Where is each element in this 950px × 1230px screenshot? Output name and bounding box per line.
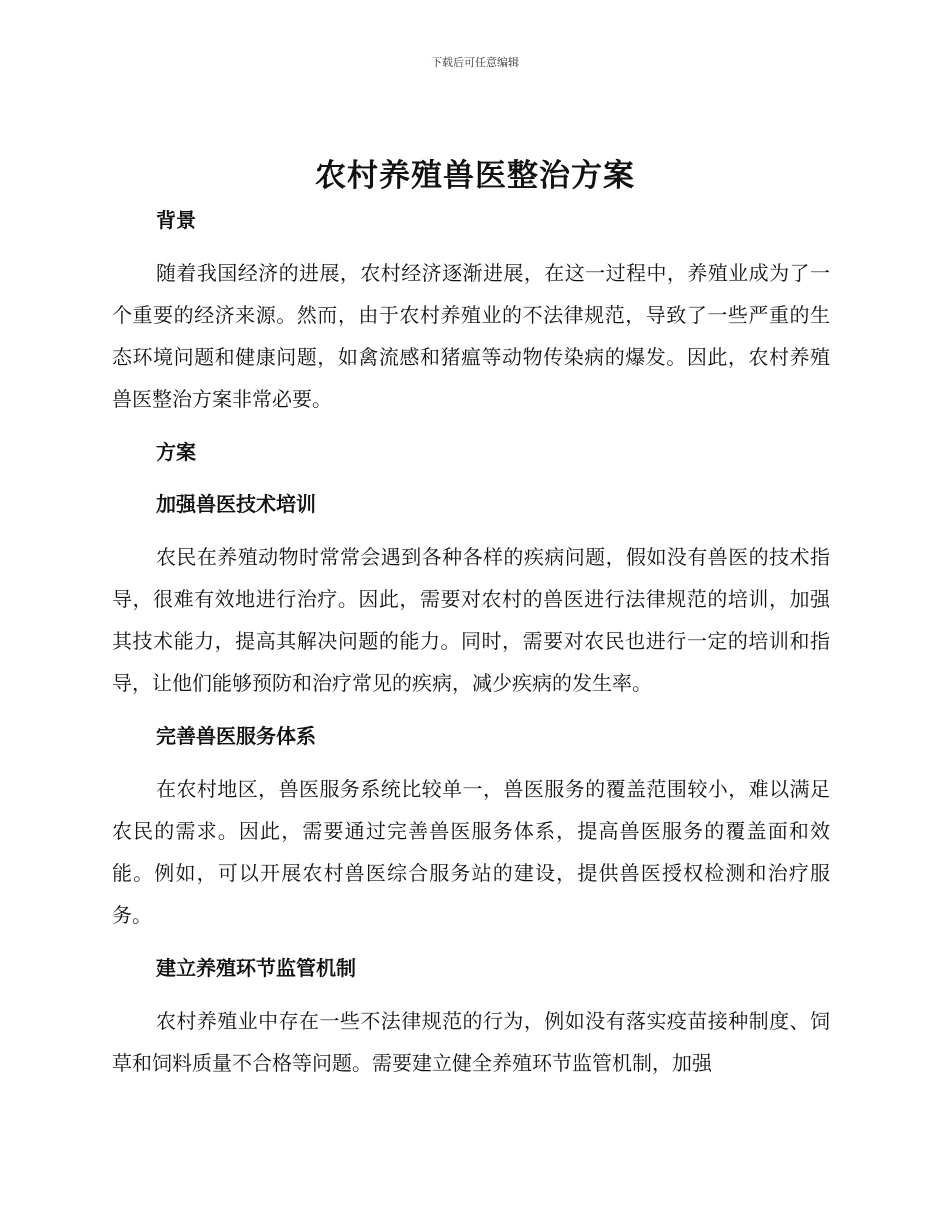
paragraph-training: 农民在养殖动物时常常会遇到各种各样的疾病问题，假如没有兽医的技术指导，很难有效地进行治疗。因此，需要对农村的兽医进行法律规范的培训，加强其技术能力，提高其解决问题的能力。同时，需要对农民也进行一定的培训和指导，让他们能够预防和治疗常见的疾病，减少疾病的发生率。 bbox=[112, 545, 830, 695]
document-body bbox=[112, 200, 830, 1084]
section-heading-training: 加强兽医技术培训 bbox=[156, 492, 316, 516]
section-heading-plan: 方案 bbox=[156, 440, 196, 464]
header-note: 下载后可任意编辑 bbox=[431, 56, 519, 69]
section-heading-supervision: 建立养殖环节监管机制 bbox=[156, 956, 356, 980]
paragraph-supervision: 农村养殖业中存在一些不法律规范的行为，例如没有落实疫苗接种制度、饲草和饲料质量不合格等问题。需要建立健全养殖环节监管机制，加强 bbox=[112, 1009, 830, 1075]
paragraph-background: 随着我国经济的进展，农村经济逐渐进展，在这一过程中，养殖业成为了一个重要的经济来源。然而，由于农村养殖业的不法律规范，导致了一些严重的生态环境问题和健康问题，如禽流感和猪瘟等动物传染病的爆发。因此，农村养殖兽医整治方案非常必要。 bbox=[112, 261, 830, 411]
paragraph-service: 在农村地区，兽医服务系统比较单一，兽医服务的覆盖范围较小，难以满足农民的需求。因此，需要通过完善兽医服务体系，提高兽医服务的覆盖面和效能。例如，可以开展农村兽医综合服务站的建设，提供兽医授权检测和治疗服务。 bbox=[112, 777, 830, 927]
document-title: 农村养殖兽医整治方案 bbox=[315, 158, 635, 194]
section-heading-service: 完善兽医服务体系 bbox=[156, 724, 316, 748]
section-heading-background: 背景 bbox=[156, 208, 196, 232]
